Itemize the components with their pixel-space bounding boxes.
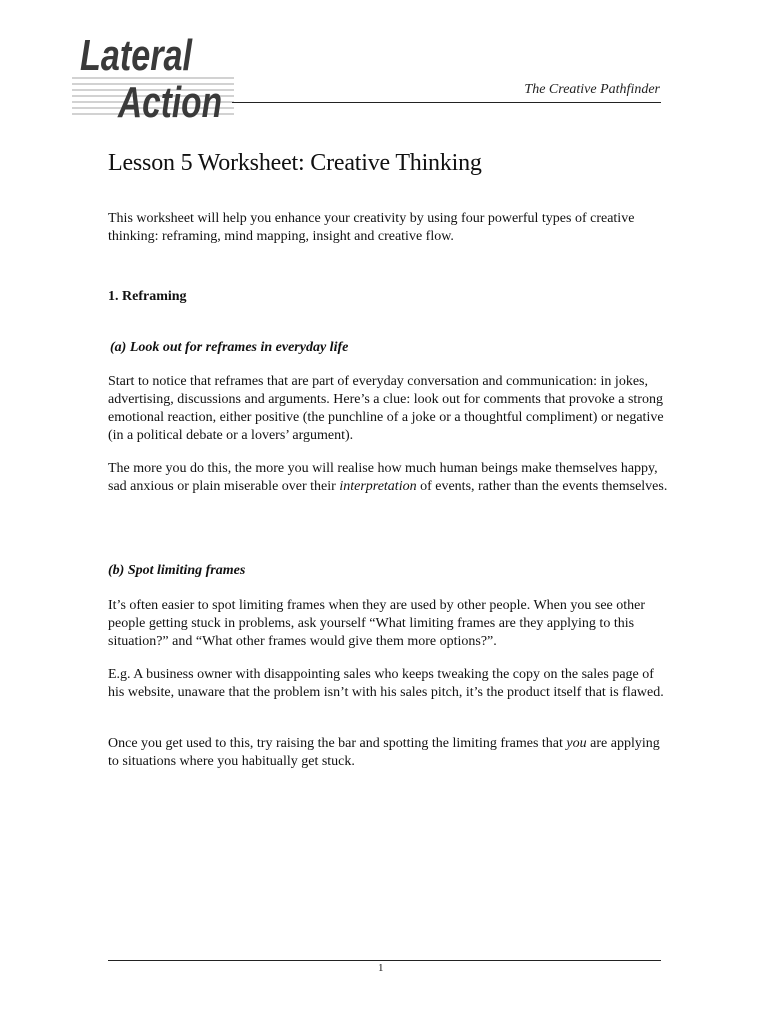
page-title: Lesson 5 Worksheet: Creative Thinking: [108, 150, 482, 176]
logo-line2: Action: [117, 78, 222, 127]
intro-paragraph: This worksheet will help you enhance your creativity by using four powerful types of creative thinking: reframing, mind mapping, insight and creative flow.: [108, 211, 635, 244]
paragraph-a2: The more you do this, the more you will realise how much human beings make themselves happy, sad anxious or plain miserable over their interpretation of events, rather than the events themselves.: [108, 461, 668, 494]
logo-line1: Lateral: [80, 31, 193, 80]
subheading-a: (a) Look out for reframes in everyday life: [110, 340, 349, 355]
tagline: The Creative Pathfinder: [524, 82, 660, 97]
paragraph-b2: E.g. A business owner with disappointing sales who keeps tweaking the copy on the sales page of his website, unaware that the problem isn’t with his sales pitch, it’s the product itself that is flawed.: [108, 667, 664, 700]
footer-rule: [108, 960, 661, 961]
paragraph-a1: Start to notice that reframes that are part of everyday conversation and communication: in jokes, advertising, discussions and arguments. Here’s a clue: look out for comments that provoke a strong emotional reaction, either positive (the punchline of a joke or a thoughtful compliment) or negative (in a political debate or a lovers’ argument).: [108, 374, 664, 443]
section-heading-reframing: 1. Reframing: [108, 289, 187, 304]
subheading-b: (b) Spot limiting frames: [108, 563, 246, 578]
lateral-action-logo: [72, 18, 234, 127]
paragraph-b3: Once you get used to this, try raising the bar and spotting the limiting frames that you are applying to situations where you habitually get stuck.: [108, 736, 660, 769]
page-number: 1: [378, 962, 384, 974]
header-rule: [232, 102, 661, 103]
paragraph-b1: It’s often easier to spot limiting frames when they are used by other people. When you see other people getting stuck in problems, ask yourself “What limiting frames are they applying to this situation?” and “What other frames would give them more options?”.: [108, 598, 646, 649]
